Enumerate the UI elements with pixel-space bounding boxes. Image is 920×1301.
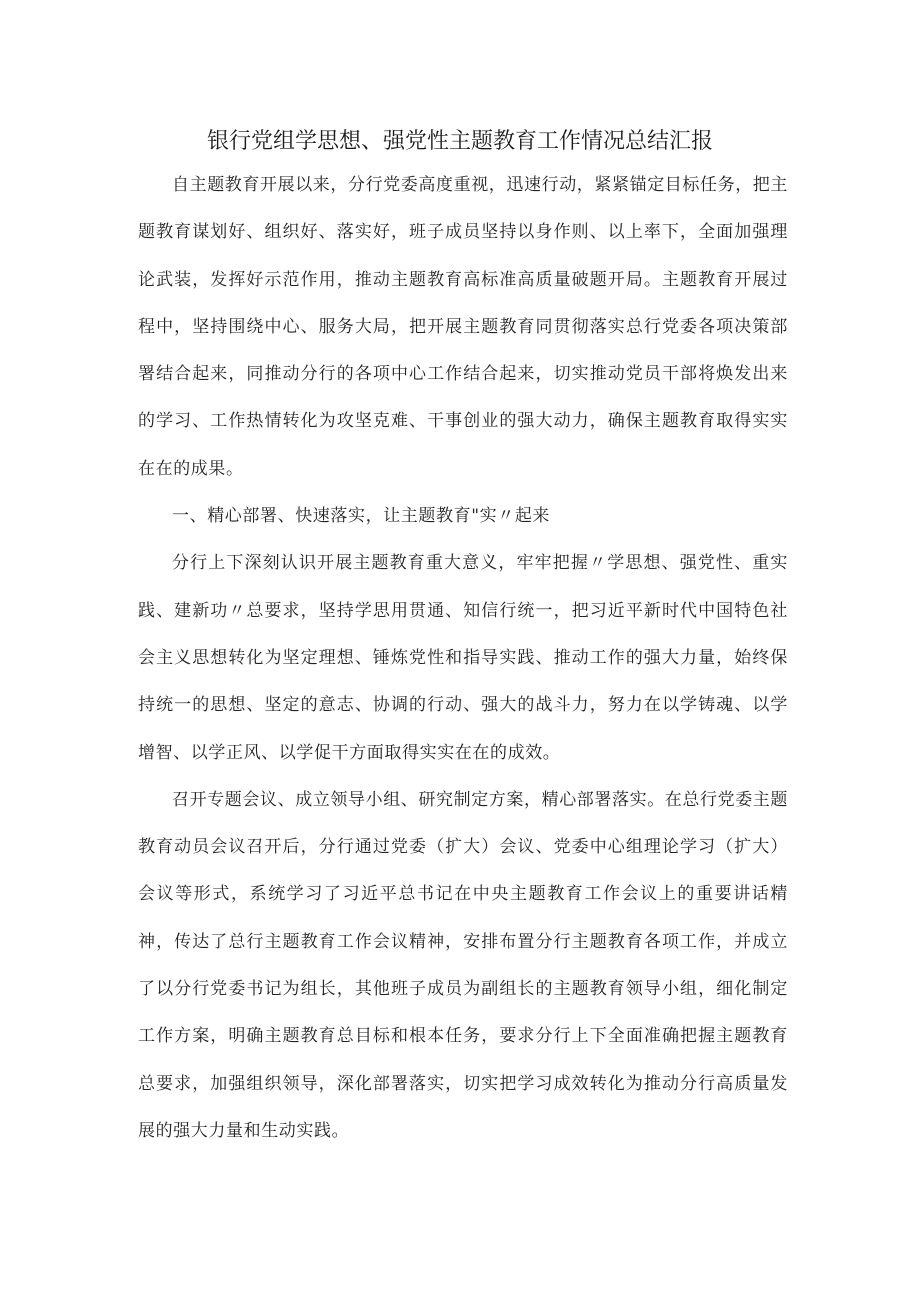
section-1-paragraph-2: 召开专题会议、成立领导小组、研究制定方案，精心部署落实。在总行党委主题教育动员会议召开后，分行通过党委（扩大）会议、党委中心组理论学习（扩大）会议等形式，系统学习了习近平总书记在中央主题教育工作会议上的重要讲话精神，传达了总行主题教育工作会议精神，安排布置分行主题教育各项工作，并成立了以分行党委书记为组长，其他班子成员为副组长的主题教育领导小组，细化制定工作方案，明确主题教育总目标和根本任务，要求分行上下全面准确把握主题教育总要求，加强组织领导，深化部署落实，切实把学习成效转化为推动分行高质量发展的强大力量和生动实践。 bbox=[138, 789, 788, 1141]
intro-paragraph: 自主题教育开展以来，分行党委高度重视，迅速行动，紧紧锚定目标任务，把主题教育谋划好、组织好、落实好，班子成员坚持以身作则、以上率下，全面加强理论武装，发挥好示范作用，推动主题教育高标准高质量破题开局。主题教育开展过程中，坚持围绕中心、服务大局，把开展主题教育同贯彻落实总行党委各项决策部署结合起来，同推动分行的各项中心工作结合起来，切实推动党员干部将焕发出来的学习、工作热情转化为攻坚克难、干事创业的强大动力，确保主题教育取得实实在在的成果。 bbox=[138, 175, 788, 479]
section-1-paragraph-1: 分行上下深刻认识开展主题教育重大意义，牢牢把握〃学思想、强党性、重实践、建新功〃总要求，坚持学思用贯通、知信行统一，把习近平新时代中国特色社会主义思想转化为坚定理想、锤炼党性和指导实践、推动工作的强大力量，始终保持统一的思想、坚定的意志、协调的行动、强大的战斗力，努力在以学铸魂、以学增智、以学正风、以学促干方面取得实实在在的成效。 bbox=[138, 553, 788, 763]
document-title: 银行党组学思想、强党性主题教育工作情况总结汇报 bbox=[206, 129, 713, 154]
document-body bbox=[138, 162, 788, 1155]
section-heading-1: 一、精心部署、快速落实，让主题教育"实〃起来 bbox=[172, 506, 551, 527]
